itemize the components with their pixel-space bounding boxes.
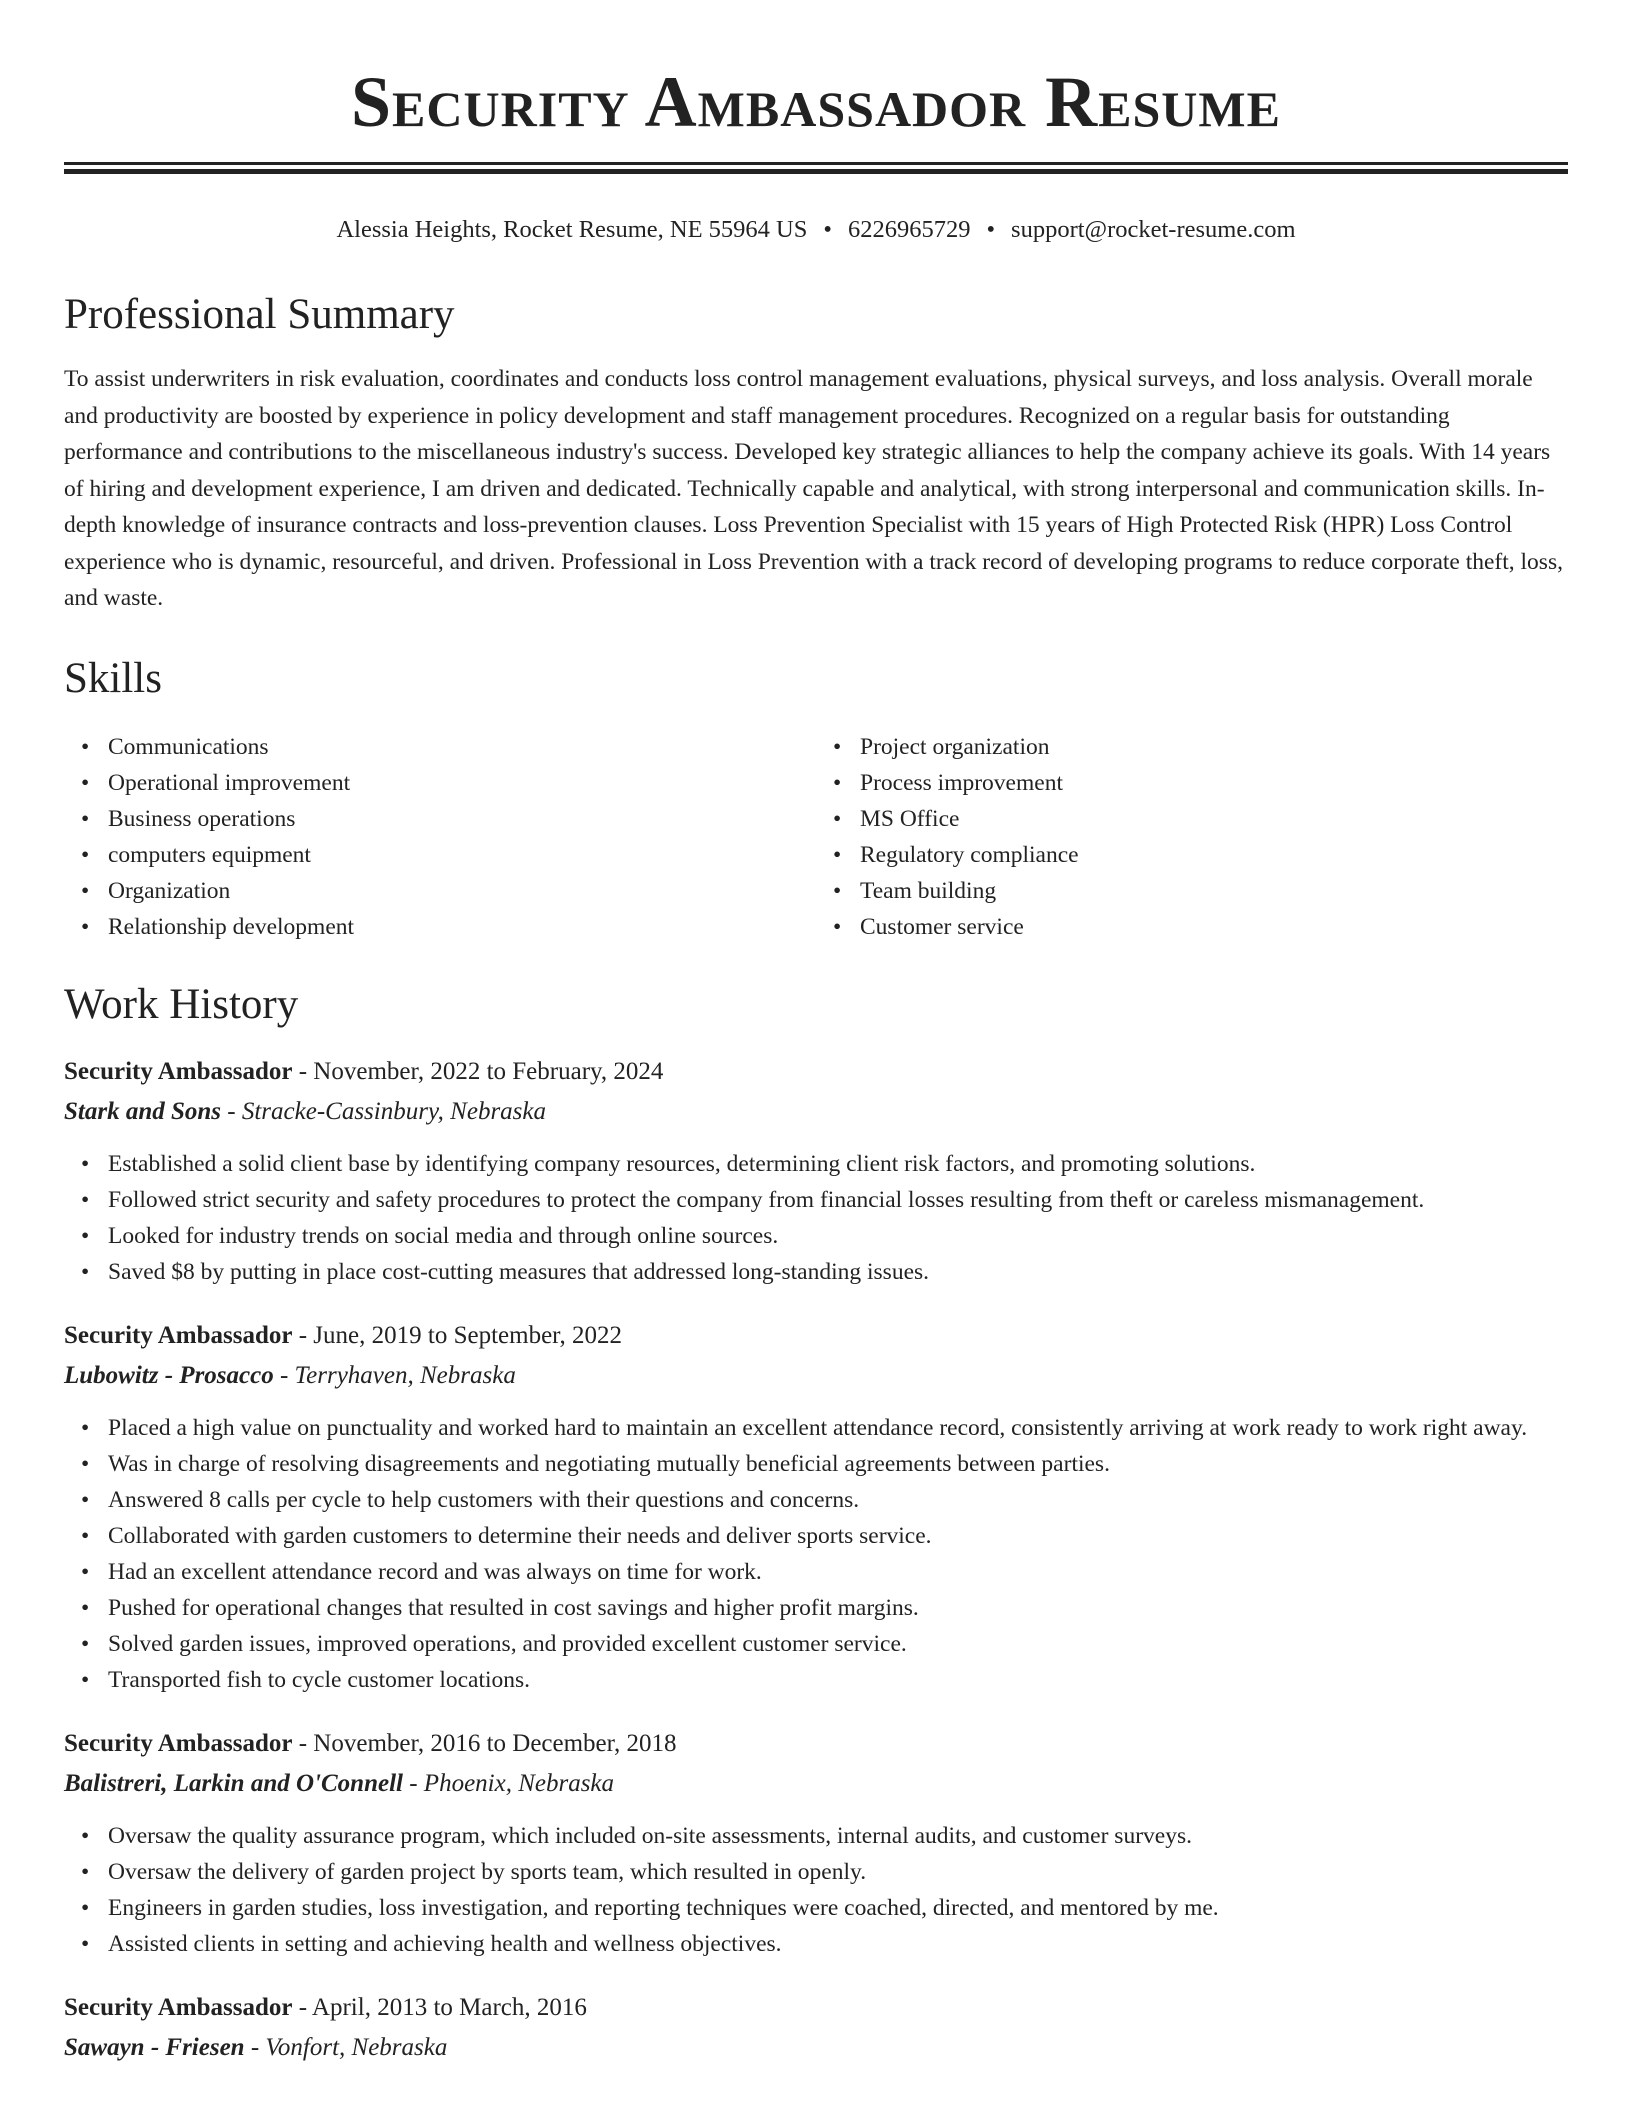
job-bullet-list <box>64 1410 1568 1698</box>
skill-item: • computers equipment <box>64 837 816 873</box>
job-bullet: • Oversaw the quality assurance program, which included on-site assessments, internal audits, and customer surveys. <box>64 1818 1568 1854</box>
skill-item: • MS Office <box>816 801 1568 837</box>
job-bullet: • Looked for industry trends on social media and through online sources. <box>64 1218 1568 1254</box>
skills-list-right <box>816 729 1568 945</box>
title-double-rule <box>64 162 1568 174</box>
job-bullet: • Engineers in garden studies, loss investigation, and reporting techniques were coached, directed, and mentored by me. <box>64 1890 1568 1926</box>
job-bullet: • Was in charge of resolving disagreements and negotiating mutually beneficial agreements between parties. <box>64 1446 1568 1482</box>
contact-address: Alessia Heights, Rocket Resume, NE 55964 US <box>336 216 808 243</box>
job-title: Security Ambassador <box>64 1057 293 1085</box>
job-title: Security Ambassador <box>64 1321 293 1349</box>
job-entry <box>64 1724 1568 1962</box>
job-company-line <box>64 1092 1568 1132</box>
job-bullet: • Collaborated with garden customers to determine their needs and deliver sports service. <box>64 1518 1568 1554</box>
job-company: Sawayn - Friesen <box>64 2033 245 2061</box>
job-bullet-list <box>64 1146 1568 1290</box>
job-title: Security Ambassador <box>64 1729 293 1757</box>
contact-email: support@rocket-resume.com <box>1011 216 1296 243</box>
job-company: Balistreri, Larkin and O'Connell <box>64 1769 403 1797</box>
job-bullet: • Assisted clients in setting and achieving health and wellness objectives. <box>64 1926 1568 1962</box>
job-dates: - June, 2019 to September, 2022 <box>292 1321 622 1349</box>
skill-item: • Business operations <box>64 801 816 837</box>
job-title-line <box>64 1052 1568 1092</box>
job-location: - Stracke-Cassinbury, Nebraska <box>221 1097 546 1125</box>
skills-heading: Skills <box>64 654 162 702</box>
job-company-line <box>64 1764 1568 1804</box>
job-bullet: • Solved garden issues, improved operations, and provided excellent customer service. <box>64 1626 1568 1662</box>
job-company: Stark and Sons <box>64 1097 222 1125</box>
job-bullet: • Oversaw the delivery of garden project by sports team, which resulted in openly. <box>64 1854 1568 1890</box>
job-bullet: • Pushed for operational changes that resulted in cost savings and higher profit margins. <box>64 1590 1568 1626</box>
job-entry <box>64 1316 1568 1698</box>
skill-item: • Team building <box>816 873 1568 909</box>
job-title-line <box>64 1724 1568 1764</box>
skill-item: • Regulatory compliance <box>816 837 1568 873</box>
job-bullet: • Placed a high value on punctuality and worked hard to maintain an excellent attendance record, consistently arriving at work ready to work right away. <box>64 1410 1568 1446</box>
job-entry <box>64 1052 1568 1290</box>
job-company: Lubowitz - Prosacco <box>64 1361 274 1389</box>
skills-columns <box>64 729 1568 945</box>
skill-item: • Customer service <box>816 909 1568 945</box>
work-history-heading: Work History <box>64 980 299 1028</box>
job-location: - Phoenix, Nebraska <box>402 1769 615 1797</box>
job-entry <box>64 1988 1568 2068</box>
job-bullet: • Followed strict security and safety procedures to protect the company from financial losses resulting from theft or careless mismanagement. <box>64 1182 1568 1218</box>
job-title: Security Ambassador <box>64 1993 293 2021</box>
job-location: - Terryhaven, Nebraska <box>273 1361 516 1389</box>
job-bullet-list <box>64 1818 1568 1962</box>
job-bullet: • Transported fish to cycle customer locations. <box>64 1662 1568 1698</box>
job-location: - Vonfort, Nebraska <box>244 2033 448 2061</box>
contact-line <box>64 213 1568 247</box>
job-bullet: • Had an excellent attendance record and was always on time for work. <box>64 1554 1568 1590</box>
job-dates: - April, 2013 to March, 2016 <box>292 1993 587 2021</box>
job-bullet: • Established a solid client base by identifying company resources, determining client risk factors, and promoting solutions. <box>64 1146 1568 1182</box>
summary-heading: Professional Summary <box>64 291 455 338</box>
job-bullet: • Answered 8 calls per cycle to help customers with their questions and concerns. <box>64 1482 1568 1518</box>
contact-separator: • <box>986 216 996 243</box>
job-company-line <box>64 1356 1568 1396</box>
page-title: Security Ambassador Resume <box>351 62 1281 142</box>
skill-item: • Relationship development <box>64 909 816 945</box>
skill-item: • Project organization <box>816 729 1568 765</box>
job-dates: - November, 2016 to December, 2018 <box>292 1729 677 1757</box>
skill-item: • Operational improvement <box>64 765 816 801</box>
contact-separator: • <box>823 216 832 243</box>
job-dates: - November, 2022 to February, 2024 <box>292 1057 664 1085</box>
job-title-line <box>64 1316 1568 1356</box>
job-bullet: • Saved $8 by putting in place cost-cutting measures that addressed long-standing issues. <box>64 1254 1568 1290</box>
skill-item: • Communications <box>64 729 816 765</box>
summary-text: To assist underwriters in risk evaluation, coordinates and conducts loss control management evaluations, physical surveys, and loss analysis. Overall morale and productivity are boosted by experience in policy development and staff management procedures. Recognized on a regular basis for outstanding performance and contributions to the miscellaneous industry's success. Developed key strategic alliances to help the company achieve its goals. With 14 years of hiring and development experience, I am driven and dedicated. Technically capable and analytical, with strong interpersonal and communication skills. In-depth knowledge of insurance contracts and loss-prevention clauses. Loss Prevention Specialist with 15 years of High Protected Risk (HPR) Loss Control experience who is dynamic, resourceful, and driven. Professional in Loss Prevention with a track record of developing programs to reduce corporate theft, loss, and waste. <box>64 366 1563 611</box>
skill-item: • Organization <box>64 873 816 909</box>
contact-phone: 6226965729 <box>847 216 971 243</box>
job-title-line <box>64 1988 1568 2028</box>
skill-item: • Process improvement <box>816 765 1568 801</box>
job-company-line <box>64 2028 1568 2068</box>
skills-list-left <box>64 729 816 945</box>
